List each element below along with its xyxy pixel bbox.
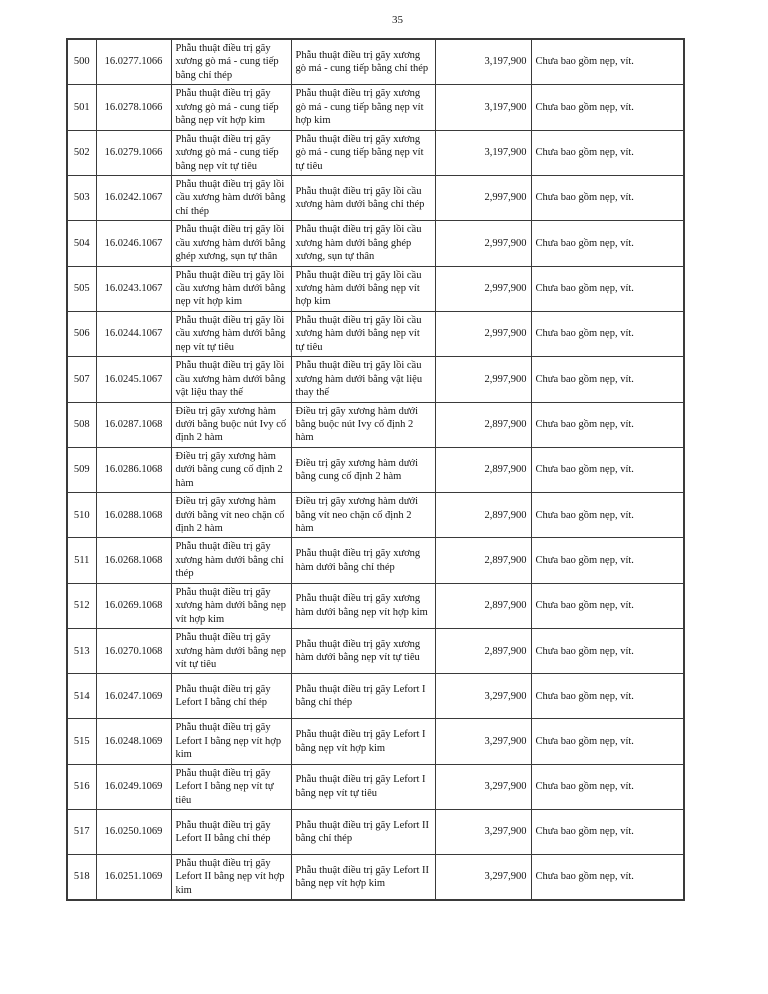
row-number-cell: 507 <box>67 357 96 402</box>
service-name-full-cell: Phẫu thuật điều trị gãy lồi cầu xương hàm dưới bằng ghép xương, sụn tự thân <box>291 221 435 266</box>
service-name-full-cell: Điều trị gãy xương hàm dưới bằng cung cố định 2 hàm <box>291 447 435 492</box>
price-cell: 2,997,900 <box>435 266 531 311</box>
service-name-full-cell: Phẫu thuật điều trị gãy lồi cầu xương hàm dưới bằng chỉ thép <box>291 175 435 220</box>
price-cell: 2,997,900 <box>435 311 531 356</box>
service-name-full-cell: Phẫu thuật điều trị gãy xương gò má - cung tiếp bằng chỉ thép <box>291 39 435 85</box>
table-row <box>67 629 684 674</box>
service-name-cell: Phẫu thuật điều trị gãy Lefort I bằng chỉ thép <box>171 674 291 719</box>
table-row <box>67 764 684 809</box>
service-code-cell: 16.0249.1069 <box>96 764 171 809</box>
service-name-cell: Phẫu thuật điều trị gãy lồi cầu xương hàm dưới bằng nẹp vít tự tiêu <box>171 311 291 356</box>
service-name-full-cell: Phẫu thuật điều trị gãy xương gò má - cung tiếp bằng nẹp vít tự tiêu <box>291 130 435 175</box>
note-cell: Chưa bao gồm nẹp, vít. <box>531 402 684 447</box>
service-name-cell: Điều trị gãy xương hàm dưới bằng cung cố định 2 hàm <box>171 447 291 492</box>
row-number-cell: 501 <box>67 85 96 130</box>
row-number-cell: 517 <box>67 810 96 855</box>
row-number-cell: 513 <box>67 629 96 674</box>
service-code-cell: 16.0270.1068 <box>96 629 171 674</box>
table-row <box>67 175 684 220</box>
row-number-cell: 518 <box>67 855 96 901</box>
row-number-cell: 511 <box>67 538 96 583</box>
note-cell: Chưa bao gồm nẹp, vít. <box>531 447 684 492</box>
service-code-cell: 16.0279.1066 <box>96 130 171 175</box>
table-row <box>67 719 684 764</box>
row-number-cell: 506 <box>67 311 96 356</box>
service-code-cell: 16.0277.1066 <box>96 39 171 85</box>
row-number-cell: 510 <box>67 493 96 538</box>
price-list-table-body <box>67 39 684 900</box>
service-name-full-cell: Phẫu thuật điều trị gãy Lefort I bằng chỉ thép <box>291 674 435 719</box>
row-number-cell: 503 <box>67 175 96 220</box>
table-row <box>67 855 684 901</box>
price-cell: 2,897,900 <box>435 402 531 447</box>
service-code-cell: 16.0268.1068 <box>96 538 171 583</box>
service-name-cell: Phẫu thuật điều trị gãy lồi cầu xương hàm dưới bằng nẹp vít hợp kim <box>171 266 291 311</box>
table-row <box>67 39 684 85</box>
service-name-full-cell: Phẫu thuật điều trị gãy xương hàm dưới bằng nẹp vít tự tiêu <box>291 629 435 674</box>
row-number-cell: 514 <box>67 674 96 719</box>
table-row <box>67 583 684 628</box>
service-name-cell: Phẫu thuật điều trị gãy xương gò má - cung tiếp bằng nẹp vít tự tiêu <box>171 130 291 175</box>
note-cell: Chưa bao gồm nẹp, vít. <box>531 85 684 130</box>
table-row <box>67 538 684 583</box>
service-name-cell: Phẫu thuật điều trị gãy xương hàm dưới bằng nẹp vít hợp kim <box>171 583 291 628</box>
page-number: 35 <box>392 14 403 26</box>
service-code-cell: 16.0245.1067 <box>96 357 171 402</box>
service-name-cell: Phẫu thuật điều trị gãy lồi cầu xương hàm dưới bằng vật liệu thay thế <box>171 357 291 402</box>
row-number-cell: 500 <box>67 39 96 85</box>
service-name-cell: Điều trị gãy xương hàm dưới bằng buộc nút Ivy cố định 2 hàm <box>171 402 291 447</box>
service-name-full-cell: Điều trị gãy xương hàm dưới bằng buộc nút Ivy cố định 2 hàm <box>291 402 435 447</box>
note-cell: Chưa bao gồm nẹp, vít. <box>531 311 684 356</box>
note-cell: Chưa bao gồm nẹp, vít. <box>531 39 684 85</box>
table-row <box>67 357 684 402</box>
price-cell: 2,897,900 <box>435 447 531 492</box>
row-number-cell: 508 <box>67 402 96 447</box>
row-number-cell: 509 <box>67 447 96 492</box>
service-name-cell: Phẫu thuật điều trị gãy lồi cầu xương hàm dưới bằng ghép xương, sụn tự thân <box>171 221 291 266</box>
note-cell: Chưa bao gồm nẹp, vít. <box>531 266 684 311</box>
note-cell: Chưa bao gồm nẹp, vít. <box>531 810 684 855</box>
price-cell: 3,297,900 <box>435 810 531 855</box>
service-code-cell: 16.0248.1069 <box>96 719 171 764</box>
note-cell: Chưa bao gồm nẹp, vít. <box>531 538 684 583</box>
service-code-cell: 16.0251.1069 <box>96 855 171 901</box>
price-cell: 3,297,900 <box>435 674 531 719</box>
service-name-full-cell: Phẫu thuật điều trị gãy Lefort II bằng nẹp vít hợp kim <box>291 855 435 901</box>
table-row <box>67 447 684 492</box>
row-number-cell: 515 <box>67 719 96 764</box>
service-name-full-cell: Phẫu thuật điều trị gãy Lefort I bằng nẹp vít hợp kim <box>291 719 435 764</box>
service-name-full-cell: Phẫu thuật điều trị gãy lồi cầu xương hàm dưới bằng vật liệu thay thế <box>291 357 435 402</box>
price-cell: 3,197,900 <box>435 130 531 175</box>
table-row <box>67 130 684 175</box>
service-name-cell: Phẫu thuật điều trị gãy Lefort II bằng chỉ thép <box>171 810 291 855</box>
row-number-cell: 516 <box>67 764 96 809</box>
service-code-cell: 16.0287.1068 <box>96 402 171 447</box>
service-code-cell: 16.0278.1066 <box>96 85 171 130</box>
service-name-full-cell: Phẫu thuật điều trị gãy xương hàm dưới bằng nẹp vít hợp kim <box>291 583 435 628</box>
service-name-cell: Điều trị gãy xương hàm dưới bằng vít neo chặn cố định 2 hàm <box>171 493 291 538</box>
note-cell: Chưa bao gồm nẹp, vít. <box>531 493 684 538</box>
price-cell: 3,297,900 <box>435 719 531 764</box>
service-name-cell: Phẫu thuật điều trị gãy xương hàm dưới bằng nẹp vít tự tiêu <box>171 629 291 674</box>
table-row <box>67 85 684 130</box>
note-cell: Chưa bao gồm nẹp, vít. <box>531 357 684 402</box>
price-list-table <box>66 38 685 901</box>
service-name-full-cell: Phẫu thuật điều trị gãy xương gò má - cung tiếp bằng nẹp vít hợp kim <box>291 85 435 130</box>
service-name-full-cell: Phẫu thuật điều trị gãy lồi cầu xương hàm dưới bằng nẹp vít tự tiêu <box>291 311 435 356</box>
service-name-cell: Phẫu thuật điều trị gãy xương gò má - cung tiếp bằng chỉ thép <box>171 39 291 85</box>
service-name-full-cell: Điều trị gãy xương hàm dưới bằng vít neo chặn cố định 2 hàm <box>291 493 435 538</box>
service-code-cell: 16.0286.1068 <box>96 447 171 492</box>
service-code-cell: 16.0247.1069 <box>96 674 171 719</box>
service-name-full-cell: Phẫu thuật điều trị gãy Lefort I bằng nẹp vít tự tiêu <box>291 764 435 809</box>
service-code-cell: 16.0244.1067 <box>96 311 171 356</box>
service-code-cell: 16.0288.1068 <box>96 493 171 538</box>
table-row <box>67 266 684 311</box>
row-number-cell: 505 <box>67 266 96 311</box>
price-cell: 2,997,900 <box>435 221 531 266</box>
service-code-cell: 16.0242.1067 <box>96 175 171 220</box>
service-name-cell: Phẫu thuật điều trị gãy xương hàm dưới bằng chỉ thép <box>171 538 291 583</box>
service-code-cell: 16.0243.1067 <box>96 266 171 311</box>
price-cell: 2,997,900 <box>435 175 531 220</box>
price-cell: 2,897,900 <box>435 583 531 628</box>
table-row <box>67 810 684 855</box>
table-row <box>67 674 684 719</box>
price-cell: 3,197,900 <box>435 85 531 130</box>
note-cell: Chưa bao gồm nẹp, vít. <box>531 629 684 674</box>
service-name-cell: Phẫu thuật điều trị gãy lồi cầu xương hàm dưới bằng chỉ thép <box>171 175 291 220</box>
note-cell: Chưa bao gồm nẹp, vít. <box>531 583 684 628</box>
price-cell: 2,897,900 <box>435 629 531 674</box>
price-cell: 3,297,900 <box>435 855 531 901</box>
note-cell: Chưa bao gồm nẹp, vít. <box>531 855 684 901</box>
service-name-full-cell: Phẫu thuật điều trị gãy xương hàm dưới bằng chỉ thép <box>291 538 435 583</box>
price-cell: 2,997,900 <box>435 357 531 402</box>
row-number-cell: 504 <box>67 221 96 266</box>
service-code-cell: 16.0269.1068 <box>96 583 171 628</box>
service-name-cell: Phẫu thuật điều trị gãy Lefort I bằng nẹp vít tự tiêu <box>171 764 291 809</box>
service-name-full-cell: Phẫu thuật điều trị gãy Lefort II bằng chỉ thép <box>291 810 435 855</box>
service-name-cell: Phẫu thuật điều trị gãy xương gò má - cung tiếp bằng nẹp vít hợp kim <box>171 85 291 130</box>
table-row <box>67 402 684 447</box>
service-code-cell: 16.0250.1069 <box>96 810 171 855</box>
price-cell: 3,197,900 <box>435 39 531 85</box>
note-cell: Chưa bao gồm nẹp, vít. <box>531 674 684 719</box>
service-name-cell: Phẫu thuật điều trị gãy Lefort II bằng nẹp vít hợp kim <box>171 855 291 901</box>
note-cell: Chưa bao gồm nẹp, vít. <box>531 175 684 220</box>
service-name-full-cell: Phẫu thuật điều trị gãy lồi cầu xương hàm dưới bằng nẹp vít hợp kim <box>291 266 435 311</box>
table-row <box>67 493 684 538</box>
row-number-cell: 502 <box>67 130 96 175</box>
row-number-cell: 512 <box>67 583 96 628</box>
note-cell: Chưa bao gồm nẹp, vít. <box>531 221 684 266</box>
note-cell: Chưa bao gồm nẹp, vít. <box>531 130 684 175</box>
service-name-cell: Phẫu thuật điều trị gãy Lefort I bằng nẹp vít hợp kim <box>171 719 291 764</box>
note-cell: Chưa bao gồm nẹp, vít. <box>531 719 684 764</box>
price-cell: 2,897,900 <box>435 538 531 583</box>
price-cell: 2,897,900 <box>435 493 531 538</box>
service-code-cell: 16.0246.1067 <box>96 221 171 266</box>
table-row <box>67 311 684 356</box>
note-cell: Chưa bao gồm nẹp, vít. <box>531 764 684 809</box>
price-cell: 3,297,900 <box>435 764 531 809</box>
table-row <box>67 221 684 266</box>
